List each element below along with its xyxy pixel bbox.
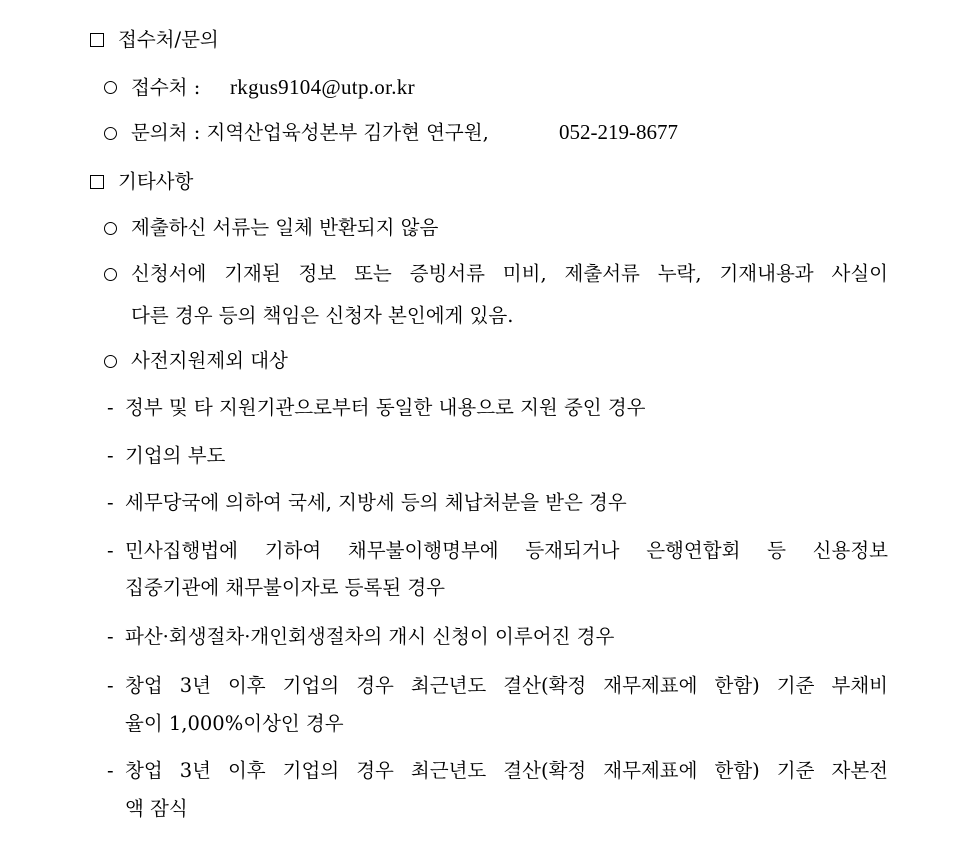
dash-bullet: - (107, 674, 114, 697)
exclusion-item-1: 정부 및 타 지원기관으로부터 동일한 내용으로 지원 중인 경우 (125, 396, 646, 419)
exclusion-item-4-line2: 집중기관에 채무불이자로 등록된 경우 (125, 576, 445, 599)
exclusion-item-3: 세무당국에 의하여 국세, 지방세 등의 체납처분을 받은 경우 (125, 491, 627, 514)
reception-email: rkgus9104@utp.or.kr (230, 75, 415, 99)
misc-item-2-line2: 다른 경우 등의 책임은 신청자 본인에게 있음. (131, 304, 514, 327)
dash-bullet: - (107, 625, 114, 648)
dash-bullet: - (107, 491, 114, 514)
exclusion-item-7-line1: 창업 3년 이후 기업의 경우 최근년도 결산(확정 재무제표에 한함) 기준 자본전 (125, 759, 888, 782)
circle-bullet-icon (104, 127, 117, 140)
exclusion-item-6-line2: 율이 1,000%이상인 경우 (125, 712, 344, 735)
inquiry-label: 문의처 : 지역산업육성본부 김가현 연구원, (131, 121, 489, 144)
checkbox-square-icon (90, 33, 104, 47)
exclusion-item-2: 기업의 부도 (125, 444, 226, 467)
circle-bullet-icon (104, 222, 117, 235)
reception-label: 접수처 : (131, 76, 201, 99)
exclusion-item-6-line1: 창업 3년 이후 기업의 경우 최근년도 결산(확정 재무제표에 한함) 기준 부채비 (125, 674, 888, 697)
exclusion-item-5: 파산·회생절차·개인회생절차의 개시 신청이 이루어진 경우 (125, 625, 615, 648)
circle-bullet-icon (104, 355, 117, 368)
inquiry-phone: 052-219-8677 (559, 120, 678, 144)
exclusion-item-7-line2: 액 잠식 (125, 797, 188, 820)
circle-bullet-icon (104, 268, 117, 281)
misc-item-3: 사전지원제외 대상 (131, 349, 288, 372)
checkbox-square-icon (90, 175, 104, 189)
dash-bullet: - (107, 444, 114, 467)
dash-bullet: - (107, 759, 114, 782)
circle-bullet-icon (104, 81, 117, 94)
misc-heading: 기타사항 (118, 170, 194, 193)
exclusion-item-4-line1: 민사집행법에 기하여 채무불이행명부에 등재되거나 은행연합회 등 신용정보 (125, 539, 888, 562)
dash-bullet: - (107, 539, 114, 562)
contact-heading: 접수처/문의 (118, 28, 219, 51)
dash-bullet: - (107, 396, 114, 419)
misc-item-2-line1: 신청서에 기재된 정보 또는 증빙서류 미비, 제출서류 누락, 기재내용과 사실이 (131, 262, 888, 285)
misc-item-1: 제출하신 서류는 일체 반환되지 않음 (131, 216, 439, 239)
